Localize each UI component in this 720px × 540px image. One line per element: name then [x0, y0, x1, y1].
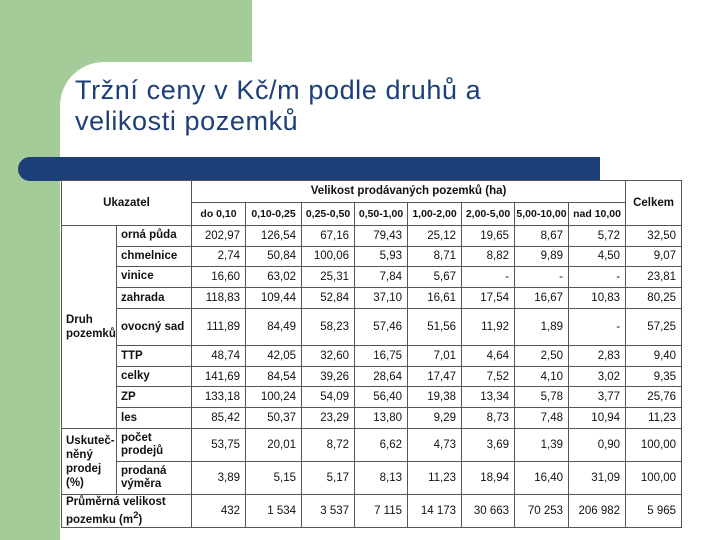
table-row — [62, 387, 682, 408]
header-range: do 0,10 — [192, 202, 246, 226]
table-cell: 23,29 — [302, 407, 355, 429]
table-row-average-size — [62, 495, 682, 528]
row-label: chmelnice — [117, 246, 192, 267]
table-cell: - — [569, 309, 626, 346]
table-cell: 8,13 — [355, 462, 408, 495]
table-cell: 28,64 — [355, 366, 408, 387]
table-cell: - — [462, 267, 515, 288]
table-cell: 10,94 — [569, 407, 626, 429]
table-cell: 79,43 — [355, 226, 408, 247]
table-cell: 0,90 — [569, 429, 626, 462]
slide-title — [75, 75, 481, 137]
table-cell: 3,89 — [192, 462, 246, 495]
table-row — [62, 246, 682, 267]
table-cell: 63,02 — [246, 267, 302, 288]
table-cell: 3,77 — [569, 387, 626, 408]
table-cell: 8,71 — [408, 246, 462, 267]
table-cell: - — [515, 267, 569, 288]
header-range: 0,10-0,25 — [246, 202, 302, 226]
table-cell: 16,40 — [515, 462, 569, 495]
table-cell: 7,52 — [462, 366, 515, 387]
row-label: zahrada — [117, 287, 192, 309]
table-cell: 5,93 — [355, 246, 408, 267]
table-row — [62, 407, 682, 429]
table-cell: 20,01 — [246, 429, 302, 462]
table-row — [62, 226, 682, 247]
table-cell: 4,64 — [462, 346, 515, 367]
header-size-group: Velikost prodávaných pozemků (ha) — [192, 181, 626, 203]
table-cell: 7,48 — [515, 407, 569, 429]
table-cell: 51,56 — [408, 309, 462, 346]
table-cell: 32,60 — [302, 346, 355, 367]
table-cell: 9,35 — [626, 366, 682, 387]
table-cell: 48,74 — [192, 346, 246, 367]
table-cell: 16,75 — [355, 346, 408, 367]
table-cell: 13,34 — [462, 387, 515, 408]
table-cell: 4,10 — [515, 366, 569, 387]
header-range: nad 10,00 — [569, 202, 626, 226]
table-row — [62, 267, 682, 288]
table-cell: 80,25 — [626, 287, 682, 309]
table-cell: 16,67 — [515, 287, 569, 309]
row-label: ZP — [117, 387, 192, 408]
table-cell: 67,16 — [302, 226, 355, 247]
avg-label-superscript: 2 — [133, 509, 139, 521]
table-row — [62, 366, 682, 387]
row-label: počet prodejů — [117, 429, 192, 462]
table-cell: 133,18 — [192, 387, 246, 408]
table-header-row — [62, 181, 682, 203]
table-cell: 8,67 — [515, 226, 569, 247]
table-cell: 111,89 — [192, 309, 246, 346]
table-cell: - — [569, 267, 626, 288]
row-label: orná půda — [117, 226, 192, 247]
header-range: 5,00-10,00 — [515, 202, 569, 226]
table-cell: 206 982 — [569, 495, 626, 528]
table-cell: 7 115 — [355, 495, 408, 528]
table-cell: 5,15 — [246, 462, 302, 495]
price-table — [61, 180, 682, 528]
row-label: celky — [117, 366, 192, 387]
table-cell: 57,25 — [626, 309, 682, 346]
table-cell: 25,31 — [302, 267, 355, 288]
table-cell: 25,12 — [408, 226, 462, 247]
table-cell: 5,72 — [569, 226, 626, 247]
row-label-average-size — [62, 495, 192, 528]
table-cell: 141,69 — [192, 366, 246, 387]
price-table-container — [61, 180, 681, 528]
table-cell: 100,06 — [302, 246, 355, 267]
table-cell: 6,62 — [355, 429, 408, 462]
table-cell: 3,02 — [569, 366, 626, 387]
avg-label-end: ) — [138, 513, 143, 526]
header-range: 1,00-2,00 — [408, 202, 462, 226]
table-cell: 58,23 — [302, 309, 355, 346]
table-cell: 11,23 — [626, 407, 682, 429]
table-cell: 3 537 — [302, 495, 355, 528]
table-cell: 25,76 — [626, 387, 682, 408]
table-cell: 57,46 — [355, 309, 408, 346]
header-range: 0,25-0,50 — [302, 202, 355, 226]
table-cell: 39,26 — [302, 366, 355, 387]
table-cell: 2,50 — [515, 346, 569, 367]
row-label: TTP — [117, 346, 192, 367]
table-cell: 4,50 — [569, 246, 626, 267]
row-label: les — [117, 407, 192, 429]
table-row — [62, 287, 682, 309]
table-cell: 53,75 — [192, 429, 246, 462]
table-cell: 85,42 — [192, 407, 246, 429]
table-cell: 17,47 — [408, 366, 462, 387]
table-cell: 30 663 — [462, 495, 515, 528]
table-cell: 9,40 — [626, 346, 682, 367]
table-cell: 8,82 — [462, 246, 515, 267]
table-cell: 100,00 — [626, 429, 682, 462]
table-cell: 5,78 — [515, 387, 569, 408]
table-cell: 37,10 — [355, 287, 408, 309]
avg-label-text: Průměrná velikost pozemku (m — [66, 495, 166, 526]
table-cell: 19,65 — [462, 226, 515, 247]
table-cell: 5,17 — [302, 462, 355, 495]
table-cell: 54,09 — [302, 387, 355, 408]
table-cell: 11,23 — [408, 462, 462, 495]
table-cell: 5,67 — [408, 267, 462, 288]
header-range: 0,50-1,00 — [355, 202, 408, 226]
table-cell: 84,54 — [246, 366, 302, 387]
table-row — [62, 429, 682, 462]
table-cell: 50,37 — [246, 407, 302, 429]
table-cell: 1,89 — [515, 309, 569, 346]
table-cell: 17,54 — [462, 287, 515, 309]
table-cell: 19,38 — [408, 387, 462, 408]
table-cell: 109,44 — [246, 287, 302, 309]
table-cell: 100,24 — [246, 387, 302, 408]
table-cell: 432 — [192, 495, 246, 528]
table-cell: 10,83 — [569, 287, 626, 309]
table-cell: 4,73 — [408, 429, 462, 462]
table-cell: 118,83 — [192, 287, 246, 309]
table-row — [62, 346, 682, 367]
table-cell: 52,84 — [302, 287, 355, 309]
table-row — [62, 462, 682, 495]
table-cell: 13,80 — [355, 407, 408, 429]
table-cell: 7,84 — [355, 267, 408, 288]
table-cell: 31,09 — [569, 462, 626, 495]
table-cell: 8,73 — [462, 407, 515, 429]
header-range: 2,00-5,00 — [462, 202, 515, 226]
slide-title-line-1: Tržní ceny v Kč/m podle druhů a — [75, 75, 482, 105]
table-cell: 16,61 — [408, 287, 462, 309]
table-cell: 9,29 — [408, 407, 462, 429]
table-cell: 11,92 — [462, 309, 515, 346]
table-cell: 100,00 — [626, 462, 682, 495]
table-cell: 16,60 — [192, 267, 246, 288]
table-cell: 70 253 — [515, 495, 569, 528]
header-indicator: Ukazatel — [62, 181, 192, 226]
row-label: vinice — [117, 267, 192, 288]
table-cell: 50,84 — [246, 246, 302, 267]
table-cell: 9,07 — [626, 246, 682, 267]
table-cell: 42,05 — [246, 346, 302, 367]
title-underline-bar — [18, 157, 600, 181]
slide-title-line-2: velikosti pozemků — [75, 106, 299, 136]
table-cell: 126,54 — [246, 226, 302, 247]
row-label: ovocný sad — [117, 309, 192, 346]
group-realized-sales: Uskuteč-něný prodej (%) — [62, 429, 117, 495]
table-cell: 202,97 — [192, 226, 246, 247]
table-cell: 23,81 — [626, 267, 682, 288]
table-cell: 7,01 — [408, 346, 462, 367]
group-land-type: Druh pozemků — [62, 226, 117, 429]
table-cell: 3,69 — [462, 429, 515, 462]
table-cell: 56,40 — [355, 387, 408, 408]
table-cell: 2,83 — [569, 346, 626, 367]
table-cell: 1,39 — [515, 429, 569, 462]
table-cell: 18,94 — [462, 462, 515, 495]
table-cell: 84,49 — [246, 309, 302, 346]
table-cell: 5 965 — [626, 495, 682, 528]
table-cell: 9,89 — [515, 246, 569, 267]
header-total: Celkem — [626, 181, 682, 226]
row-label: prodaná výměra — [117, 462, 192, 495]
table-row — [62, 309, 682, 346]
table-cell: 1 534 — [246, 495, 302, 528]
table-cell: 8,72 — [302, 429, 355, 462]
table-cell: 14 173 — [408, 495, 462, 528]
table-cell: 2,74 — [192, 246, 246, 267]
table-cell: 32,50 — [626, 226, 682, 247]
